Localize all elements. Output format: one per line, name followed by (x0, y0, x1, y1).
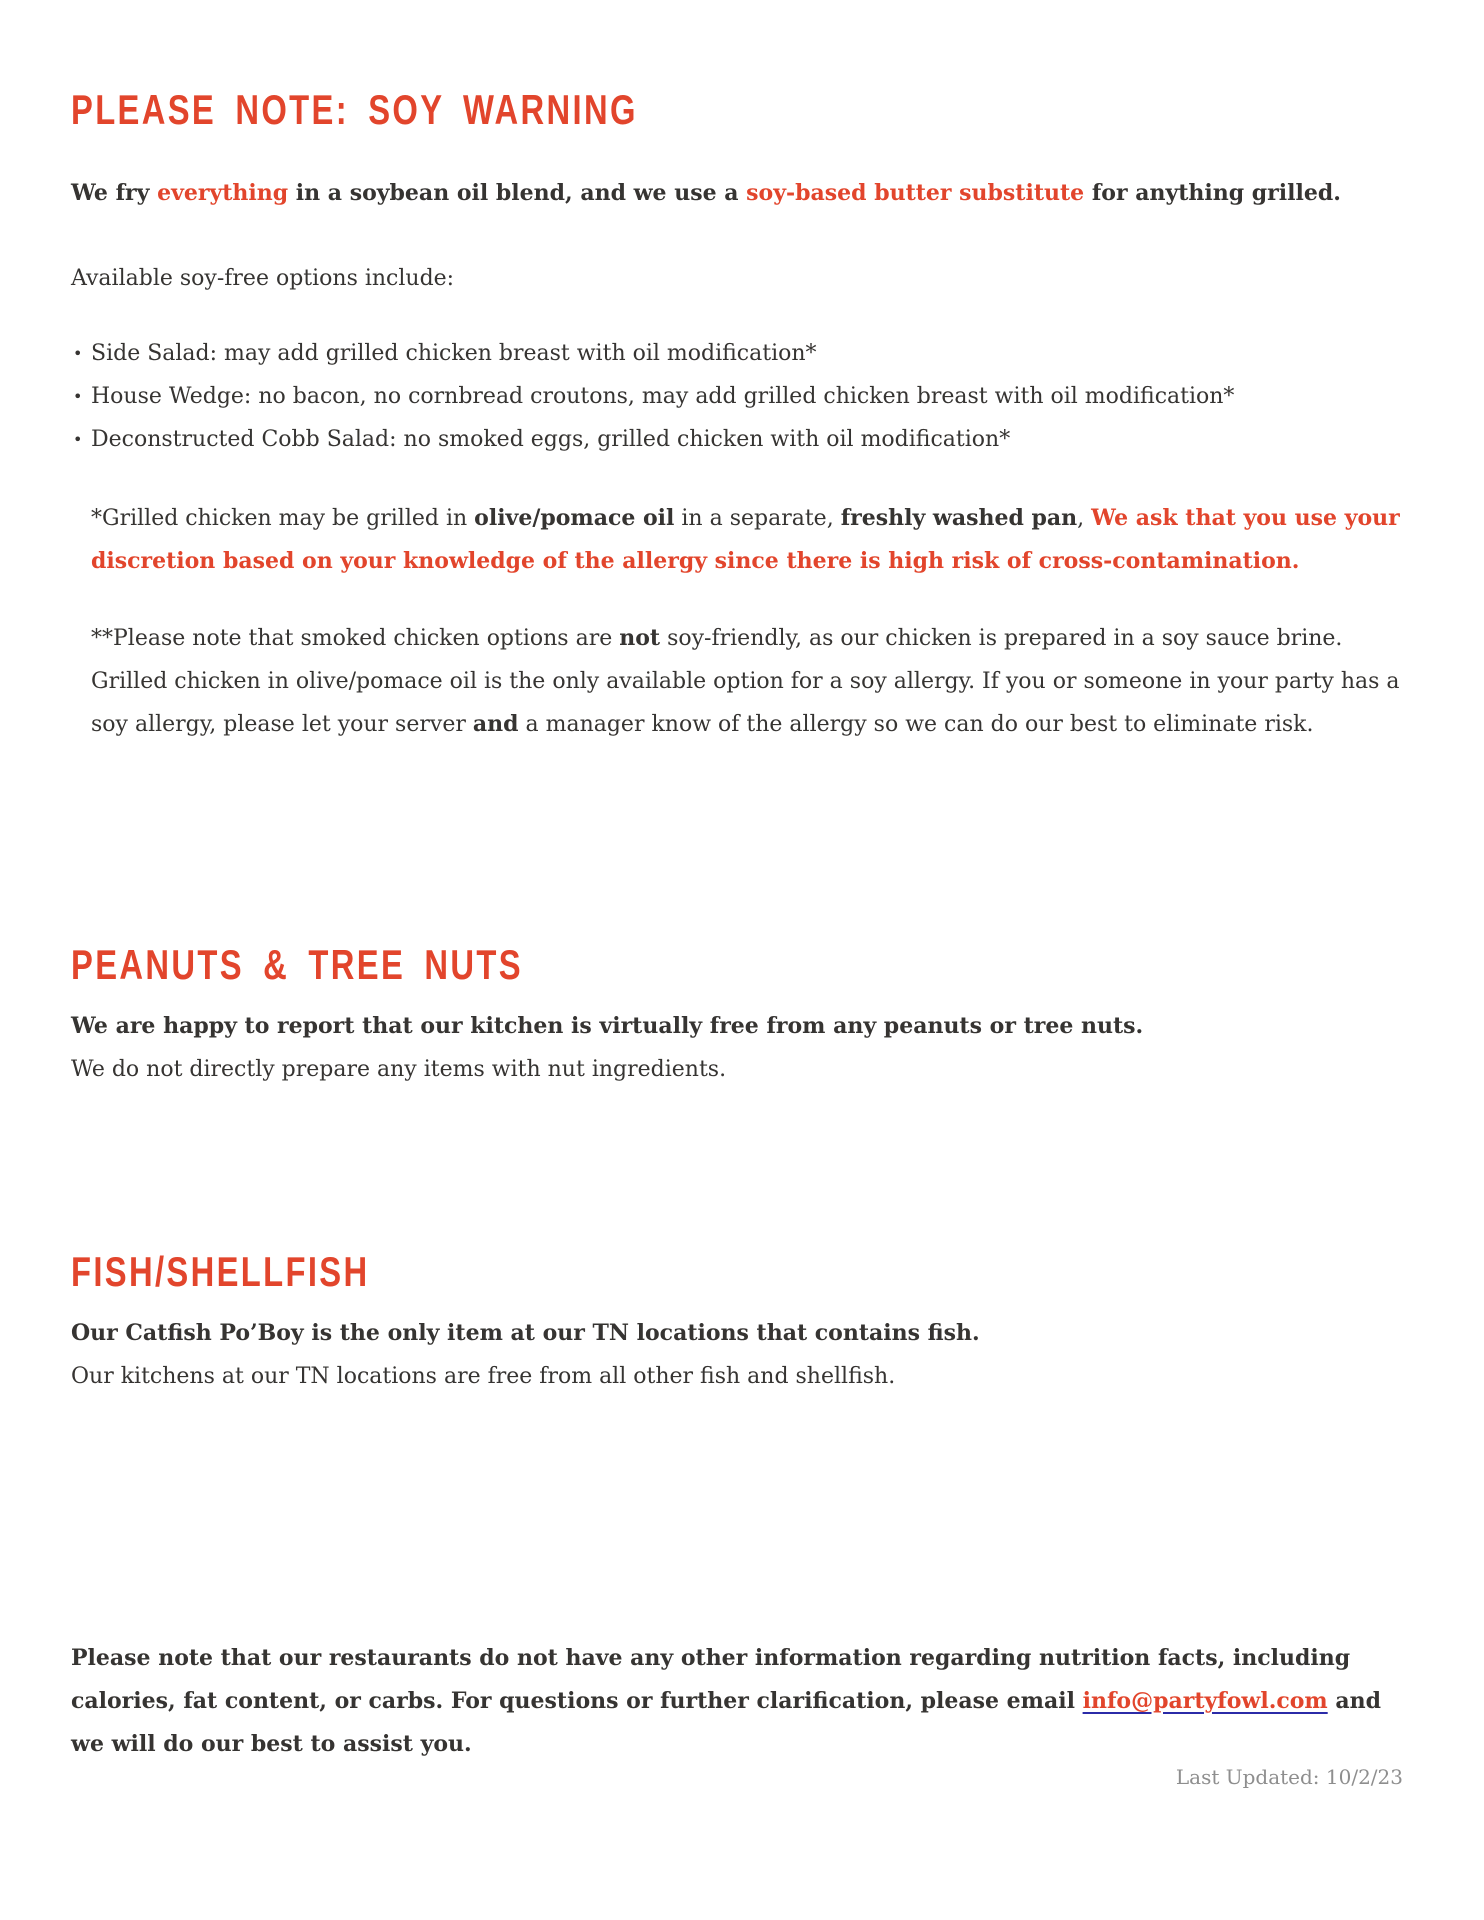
list-item: • Deconstructed Cobb Salad: no smoked eggs, grilled chicken with oil modification* (71, 418, 1403, 461)
list-item: • Side Salad: may add grilled chicken breast with oil modification* (71, 332, 1403, 375)
section-heading-soy-text: PLEASE NOTE: SOY WARNING (71, 86, 638, 133)
fish-section-body (71, 1312, 1413, 1398)
soy-free-options-list (71, 332, 1403, 461)
nuts-statement-bold: We are happy to report that our kitchen is virtually free from any peanuts or tree nuts. (71, 1013, 1144, 1039)
grilled-chicken-note (91, 497, 1403, 583)
text-run: olive/pomace oil (474, 505, 675, 531)
smoked-chicken-note (91, 617, 1403, 746)
nutrition-disclaimer (71, 1637, 1403, 1766)
text-run: everything (157, 180, 289, 206)
text-run: We ask that you use your discretion based on your knowledge of the allergy since there is high risk of cross-contamination. (91, 505, 1400, 574)
text-run: not (619, 625, 661, 651)
text-run: **Please note that smoked chicken options are (91, 626, 620, 651)
text-run: a manager know of the allergy so we can do our best to eliminate risk. (518, 712, 1314, 737)
text-run: *Grilled chicken may be grilled in (91, 506, 475, 531)
text-run: in a separate, (674, 506, 841, 531)
text-run: soy-based butter substitute (746, 180, 1085, 206)
text-run: and (472, 711, 519, 737)
section-heading-soy (71, 88, 1413, 132)
text-run: for anything grilled. (1084, 180, 1341, 206)
text-run: , (1077, 506, 1092, 531)
fish-statement: Our kitchens at our TN locations are free from all other fish and shellfish. (71, 1364, 896, 1389)
text-run: and we will do our best to assist you. (71, 1688, 1381, 1757)
nuts-statement: We do not directly prepare any items with nut ingredients. (71, 1057, 727, 1082)
section-heading-nuts-text: PEANUTS & TREE NUTS (71, 941, 523, 988)
text-run: We fry (71, 180, 158, 206)
text-run: freshly washed pan (840, 505, 1078, 531)
email-link[interactable]: info@partyfowl.com (1082, 1688, 1328, 1714)
section-heading-fish-text: FISH/SHELLFISH (71, 1248, 370, 1295)
text-run: in a soybean oil blend, and we use a (288, 180, 747, 206)
soy-intro-paragraph (71, 172, 1403, 215)
section-heading-fish (71, 1250, 1413, 1294)
fish-statement-bold: Our Catfish Po’Boy is the only item at our TN locations that contains fish. (71, 1320, 980, 1346)
list-item: • House Wedge: no bacon, no cornbread croutons, may add grilled chicken breast with oil modification* (71, 375, 1403, 418)
text-run: Please note that our restaurants do not have any other information regarding nutrition facts, including calories, fat content, or carbs. For questions or further clarification, please email (71, 1645, 1351, 1714)
soy-options-label: Available soy-free options include: (71, 266, 455, 291)
section-heading-nuts (71, 943, 1413, 987)
last-updated-label: Last Updated: 10/2/23 (1175, 1765, 1403, 1789)
nuts-section-body (71, 1005, 1413, 1091)
text-run: soy-friendly, as our chicken is prepared in a soy sauce brine. Grilled chicken in olive/pomace oil is the only available option for a soy allergy. If you or someone in your party has a soy allergy, please let your server (91, 626, 1400, 737)
